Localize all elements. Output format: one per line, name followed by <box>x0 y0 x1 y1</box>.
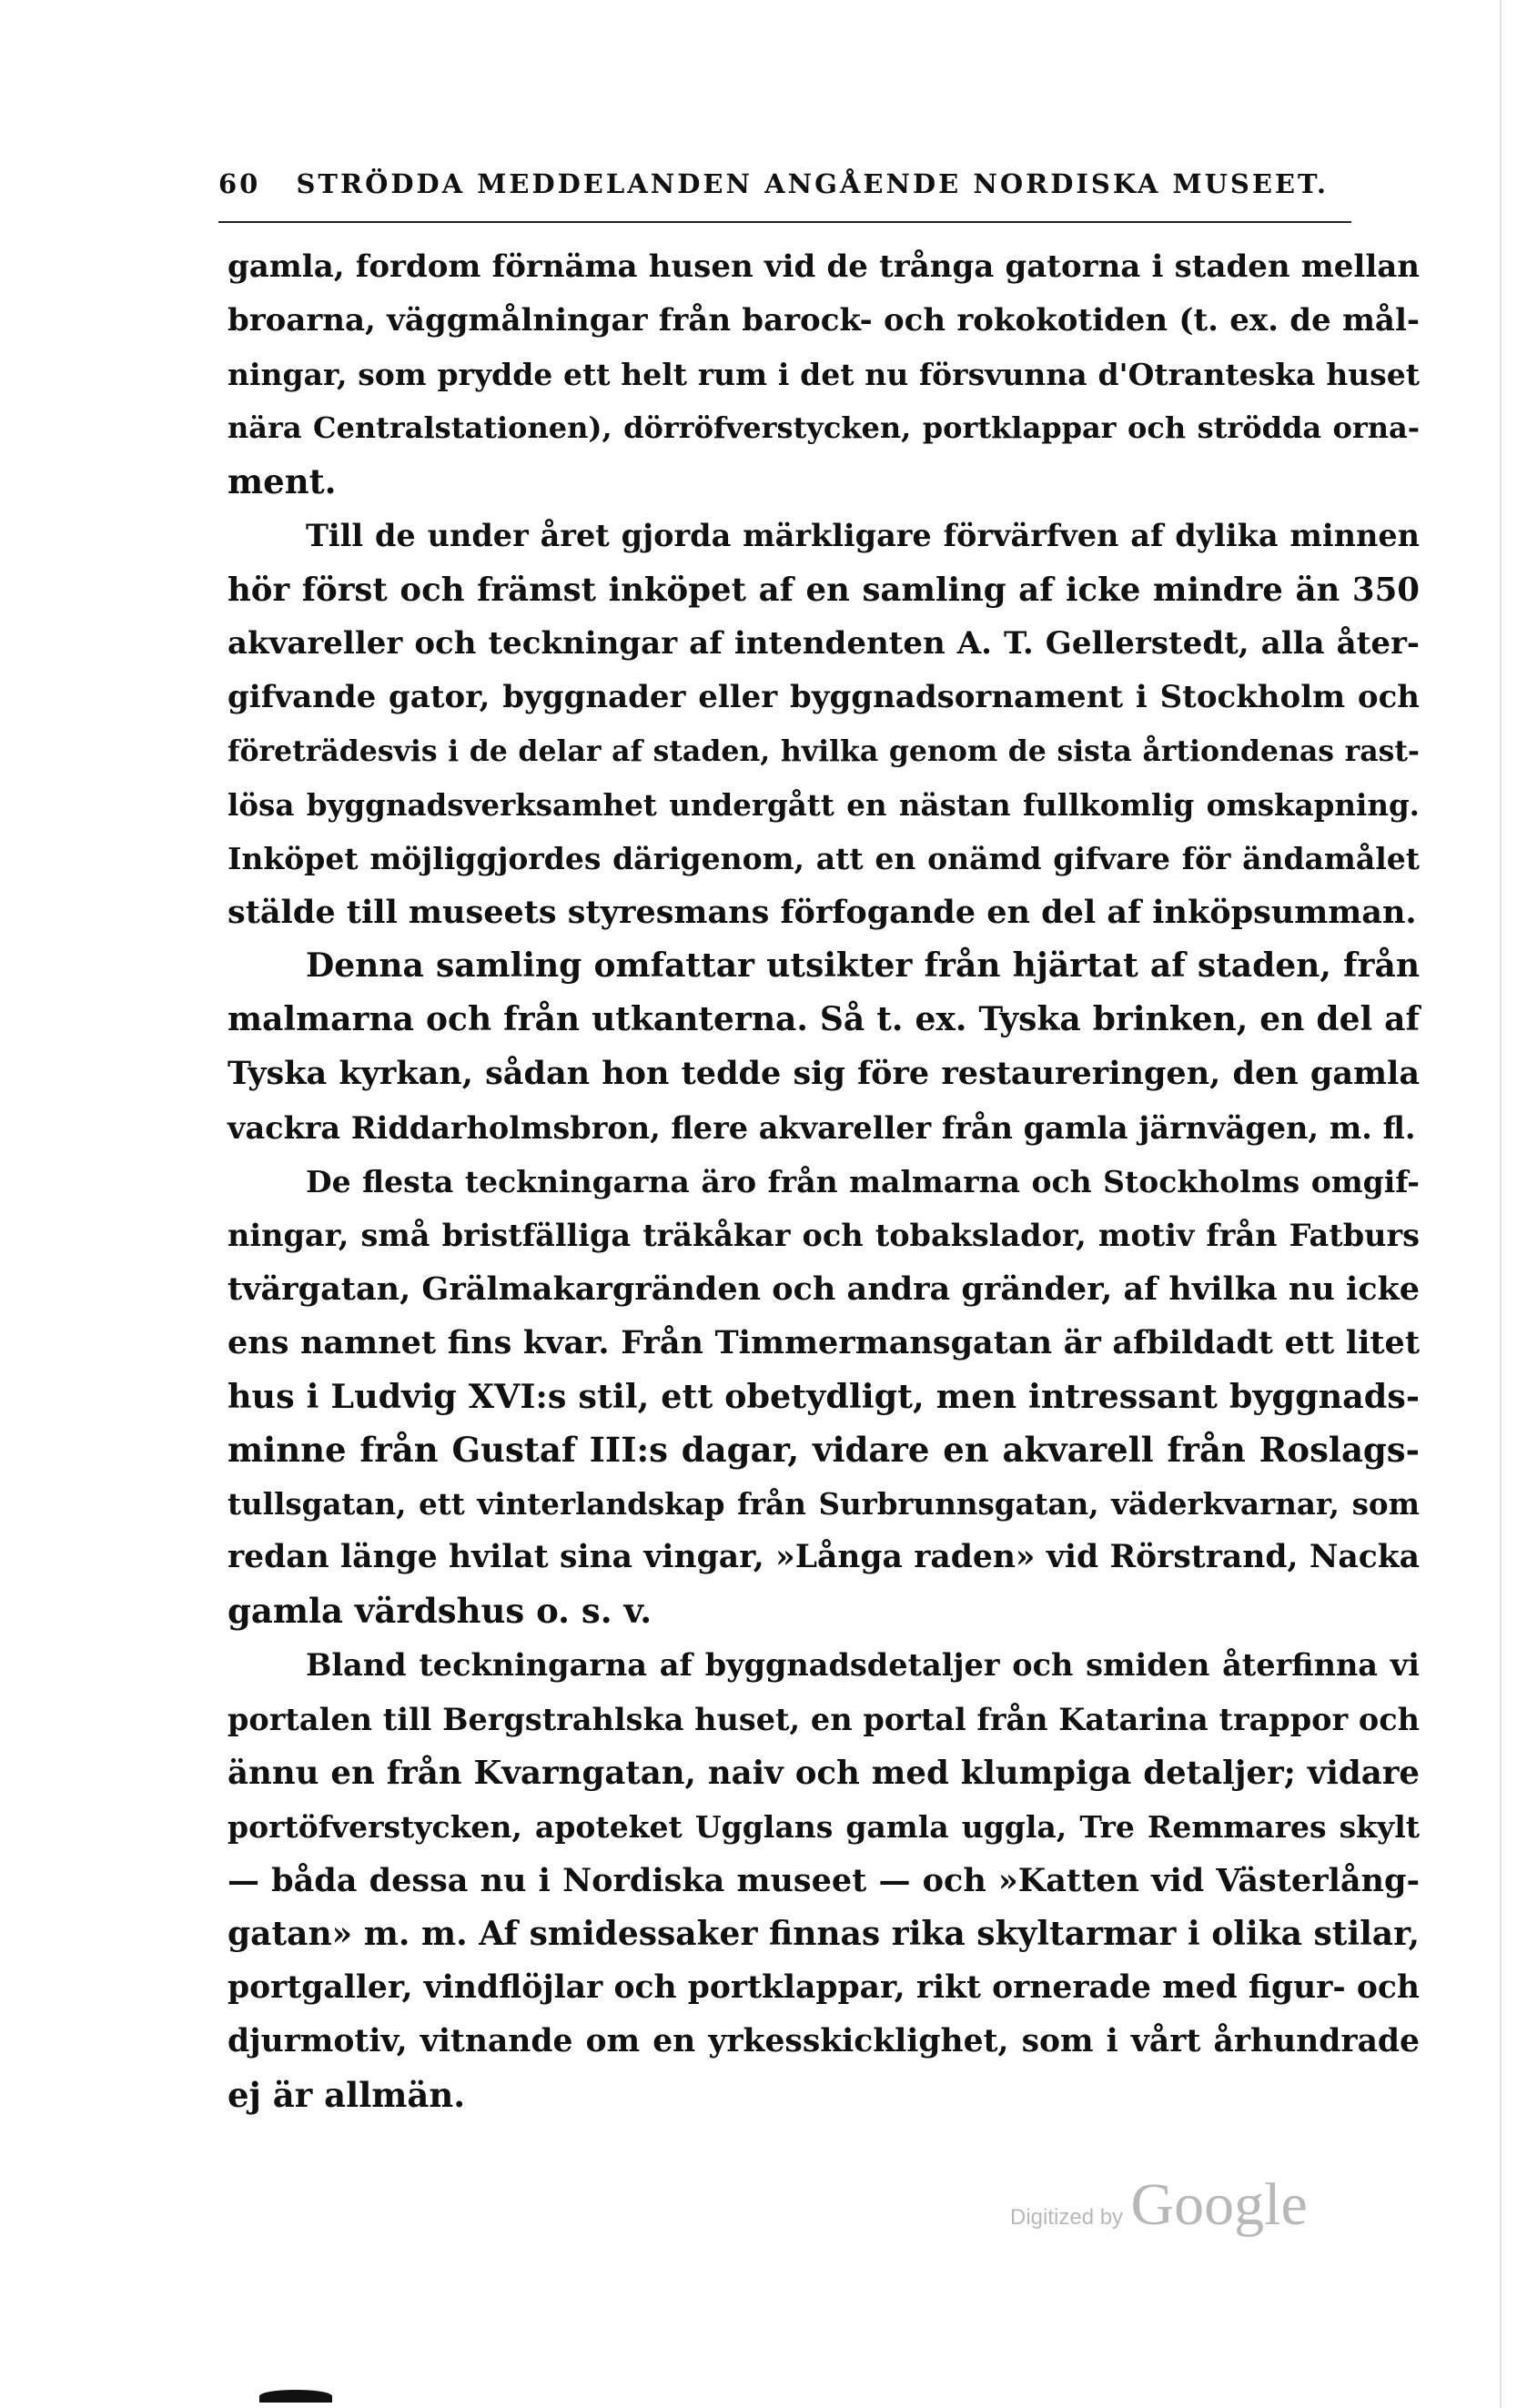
text-line: De flesta teckningarna äro från malmarna och Stockholms omgif- <box>306 1163 1420 1199</box>
page-number: 60 <box>218 168 261 199</box>
running-header <box>218 168 1351 199</box>
text-line: — båda dessa nu i Nordiska museet — och »Katten vid Västerlång- <box>228 1861 1420 1899</box>
text-line: malmarna och från utkanterna. Så t. ex. Tyska brinken, en del af <box>228 1000 1420 1039</box>
text-line: gamla värdshus o. s. v. <box>228 1591 652 1632</box>
text-line: portgaller, vindflöjlar och portklappar, rikt ornerade med figur- och <box>228 1969 1420 2006</box>
running-title: STRÖDDA MEDDELANDEN ANGÅENDE NORDISKA MUSEET. <box>296 168 1329 199</box>
text-line: gatan» m. m. Af smidessaker finnas rika skyltarmar i olika stilar, <box>228 1914 1420 1953</box>
page-edge <box>1500 0 1502 2408</box>
text-line: broarna, väggmålningar från barock- och rokokotiden (t. ex. de mål- <box>228 302 1420 339</box>
text-line: tullsgatan, ett vinterlandskap från Surbrunnsgatan, väderkvarnar, som <box>228 1486 1420 1523</box>
text-line: portalen till Bergstrahlska huset, en portal från Katarina trappor och <box>228 1701 1420 1737</box>
text-line: ej är allmän. <box>228 2075 466 2116</box>
watermark-prefix: Digitized by <box>1010 2205 1124 2230</box>
text-line: ningar, små bristfälliga träkåkar och tobakslador, motiv från Fatburs <box>228 1217 1420 1253</box>
text-line: Bland teckningarna af byggnadsdetaljer och smiden återfinna vi <box>306 1647 1420 1684</box>
watermark-brand: Google <box>1130 2171 1308 2238</box>
text-line: Tyska kyrkan, sådan hon tedde sig före restaureringen, den gamla <box>228 1055 1420 1093</box>
digitized-watermark <box>1010 2170 1308 2240</box>
header-rule <box>218 221 1351 223</box>
text-line: vackra Riddarholmsbron, flere akvareller från gamla järnvägen, m. fl. <box>228 1109 1416 1146</box>
body-text <box>228 240 1420 2122</box>
text-line: Till de under året gjorda märkligare förvärfven af dylika minnen <box>306 518 1420 554</box>
text-line: Denna samling omfattar utsikter från hjärtat af staden, från <box>306 946 1420 986</box>
text-line: redan länge hvilat sina vingar, »Långa raden» vid Rörstrand, Nacka <box>228 1539 1420 1576</box>
text-line: portöfverstycken, apoteket Ugglans gamla uggla, Tre Remmares skylt <box>228 1808 1420 1845</box>
text-line: Inköpet möjliggjordes därigenom, att en onämd gifvare för ändamålet <box>228 841 1420 877</box>
text-line: ningar, som prydde ett helt rum i det nu försvunna d'Otranteska huset <box>228 357 1420 393</box>
text-line: minne från Gustaf III:s dagar, vidare en akvarell från Roslags- <box>228 1430 1420 1471</box>
text-line: gifvande gator, byggnader eller byggnadsornament i Stockholm och <box>228 678 1420 715</box>
text-line: ens namnet fins kvar. Från Timmermansgatan är afbildadt ett litet <box>228 1323 1420 1361</box>
text-line: lösa byggnadsverksamhet undergått en nästan fullkomlig omskapning. <box>228 786 1420 823</box>
text-line: akvareller och teckningar af intendenten A. T. Gellerstedt, alla åter- <box>228 624 1420 662</box>
text-line: gamla, fordom förnäma husen vid de trånga gatorna i staden mellan <box>228 248 1420 285</box>
text-line: hus i Ludvig XVI:s stil, ett obetydligt, men intressant byggnads- <box>228 1376 1420 1416</box>
text-line: hör först och främst inköpet af en samling af icke mindre än 350 <box>228 571 1420 609</box>
text-line: ment. <box>228 461 337 502</box>
text-line: företrädesvis i de delar af staden, hvilka genom de sista årtiondenas rast- <box>228 734 1420 768</box>
text-line: nära Centralstationen), dörröfverstycken, portklappar och strödda orna- <box>228 410 1420 446</box>
text-line: djurmotiv, vitnande om en yrkesskicklighet, som i vårt århundrade <box>228 2023 1420 2060</box>
text-line: stälde till museets styresmans förfogande en del af inköpsumman. <box>228 894 1417 932</box>
text-line: ännu en från Kvarngatan, naiv och med klumpiga detaljer; vidare <box>228 1754 1420 1792</box>
ink-blot <box>259 2390 332 2403</box>
text-line: tvärgatan, Grälmakargränden och andra gränder, af hvilka nu icke <box>228 1270 1421 1308</box>
